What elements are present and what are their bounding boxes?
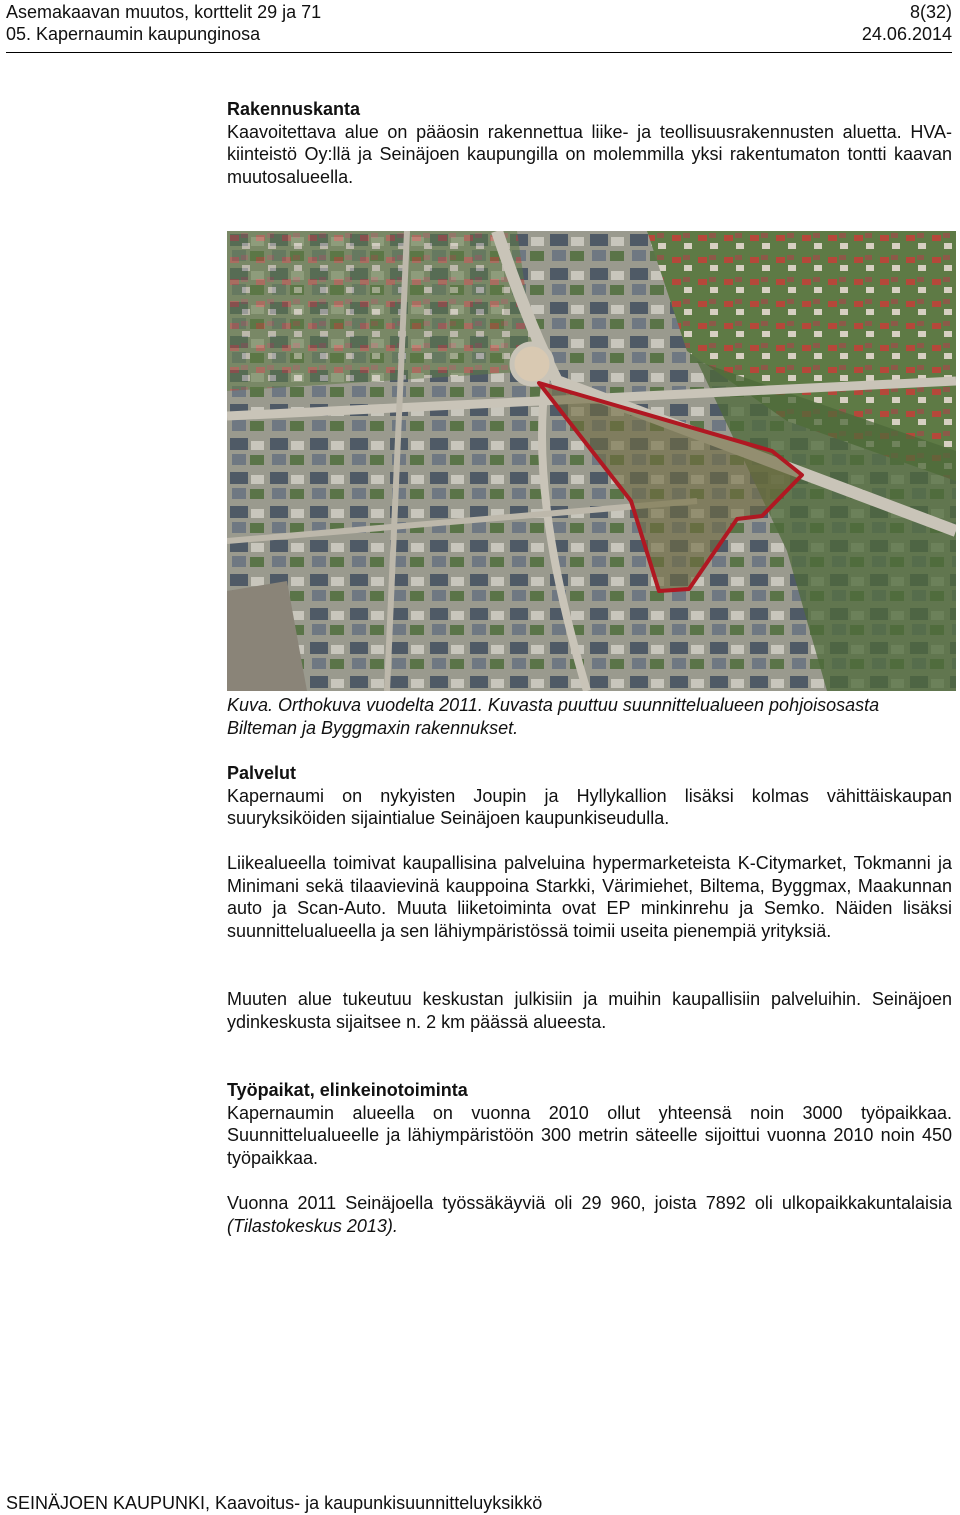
paragraph: Liikealueella toimivat kaupallisina palveluina hypermarketeista K-Citymarket, Tokmanni ja Minimani sekä tilaavievinä kauppoina Starkki, Värimiehet, Biltema, Byggmax, Maakunnan auto ja Scan-Auto. Muuta liiketoiminta ovat EP minkinrehu ja Semko. Näiden lisäksi suunnittelualueella ja sen lähiympäristössä toimii useita pienempiä yrityksiä. <box>227 853 952 941</box>
paragraph-text: Vuonna 2011 Seinäjoella työssäkäyviä oli 29 960, joista 7892 oli ulkopaikkakuntalaisia <box>227 1193 952 1213</box>
paragraph: Kapernaumi on nykyisten Joupin ja Hyllykallion lisäksi kolmas vähittäiskaupan suuryksiköiden sijaintialue Seinäjoen kaupunkiseudulla. <box>227 785 952 828</box>
paragraph: Kaavoitettava alue on pääosin rakennettua liike- ja teollisuusrakennusten aluetta. HVA-kiinteistö Oy:llä ja Seinäjoen kaupungilla on molemmilla yksi rakentumaton tontti kaavan muutosalueella. <box>227 121 952 187</box>
section-heading: Rakennuskanta <box>227 99 361 119</box>
footer-text: SEINÄJOEN KAUPUNKI, Kaavoitus- ja kaupunkisuunnitteluyksikkö <box>6 1493 543 1513</box>
aerial-orthophoto <box>227 231 956 691</box>
section-palvelut <box>227 762 952 830</box>
header-row-2 <box>6 23 952 45</box>
header-divider <box>6 52 952 53</box>
paragraph: Muuten alue tukeutuu keskustan julkisiin ja muihin kaupallisiin palveluihin. Seinäjoen ydinkeskusta sijaitsee n. 2 km päässä alueesta. <box>227 989 952 1032</box>
caption-line: Kuva. Orthokuva vuodelta 2011. Kuvasta puuttuu suunnittelualueen pohjoisosasta <box>227 695 880 715</box>
section-tyopaikat <box>227 1079 952 1169</box>
page-number: 8(32) <box>909 2 952 22</box>
paragraph-block <box>227 852 952 942</box>
header-row-1 <box>6 1 952 23</box>
paragraph: Kapernaumin alueella on vuonna 2010 ollut yhteensä noin 3000 työpaikkaa. Suunnittelualueelle ja lähiympäristöön 300 metrin säteelle sijoittui vuonna 2010 noin 450 työpaikkaa. <box>227 1102 952 1168</box>
figure-caption <box>227 694 952 739</box>
document-date: 24.06.2014 <box>861 24 952 44</box>
document-title: Asemakaavan muutos, korttelit 29 ja 71 <box>6 2 322 22</box>
paragraph <box>227 1192 952 1237</box>
section-heading: Työpaikat, elinkeinotoiminta <box>227 1080 468 1100</box>
paragraph-block <box>227 988 952 1033</box>
paragraph-block <box>227 1192 952 1237</box>
section-heading: Palvelut <box>227 763 297 783</box>
caption-line: Bilteman ja Byggmaxin rakennukset. <box>227 717 519 738</box>
section-rakennuskanta <box>227 98 952 188</box>
district-name: 05. Kapernaumin kaupunginosa <box>6 24 261 44</box>
source-citation: (Tilastokeskus 2013). <box>227 1215 398 1236</box>
